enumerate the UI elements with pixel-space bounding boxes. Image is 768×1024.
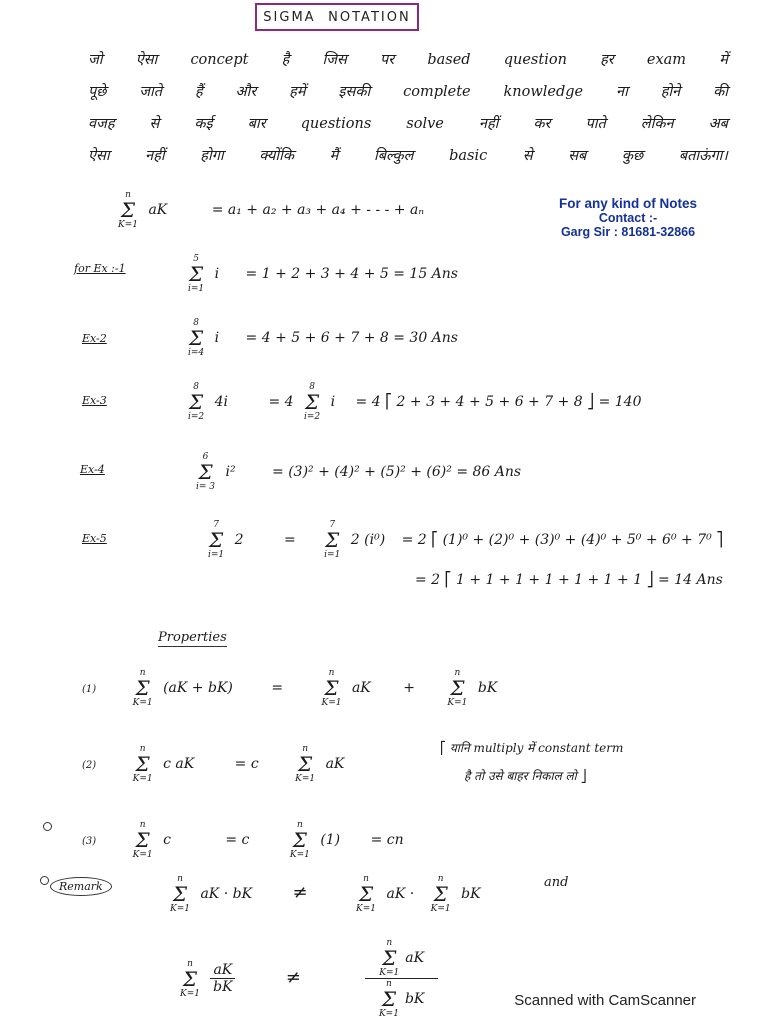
intro-word: की (713, 84, 728, 100)
intro-word: ऐसा (88, 148, 110, 164)
sigma-symbol: n Σ K=1 (132, 820, 153, 860)
sigma-symbol: 5 Σ i=1 (188, 254, 205, 294)
sigma-symbol: 7 Σ i=1 (324, 520, 341, 560)
intro-word: इसकी (338, 84, 371, 100)
intro-word: based (427, 52, 471, 68)
intro-word: अब (708, 116, 728, 132)
intro-word: ऐसा (135, 52, 158, 68)
intro-word: होगा (200, 148, 224, 164)
intro-word: हैं (194, 84, 203, 100)
intro-paragraph (88, 44, 728, 172)
title-word-sigma: SIGMA (263, 9, 316, 25)
sigma-symbol: n Σ K=1 (379, 938, 400, 978)
intro-word: हर (600, 52, 614, 68)
example-5: 7 Σ i=1 2 = 7 Σ i=1 2 (i⁰) = 2 ⎡ (1)⁰ + (2)⁰ + (3)⁰ + (4)⁰ + 5⁰ + 6⁰ + 7⁰ ⎤ (208, 520, 724, 560)
sigma-symbol: 8 Σ i=4 (188, 318, 205, 358)
definition-rhs: = a₁ + a₂ + a₃ + a₄ + - - - + aₙ (211, 202, 425, 218)
sigma-symbol: n Σ K=1 (295, 744, 316, 784)
property-3: (3) n Σ K=1 c = c n Σ K=1 (1) = cn (82, 820, 404, 860)
intro-word: नहीं (478, 116, 499, 132)
intro-word: concept (190, 52, 249, 68)
intro-word: होने (660, 84, 681, 100)
intro-word: questions (300, 116, 372, 132)
sigma-symbol: n Σ K=1 (430, 874, 451, 914)
title-word-notation: NOTATION (328, 9, 411, 25)
intro-line-4 (88, 140, 728, 172)
bullet-icon (40, 876, 49, 885)
intro-word: complete (403, 84, 471, 100)
intro-word: मैं (329, 148, 339, 164)
intro-word: पर (379, 52, 395, 68)
remark-2: n Σ K=1 $\frac{aK}{bK}$ ≠ n Σ K=1 aK n Σ K=1 bK (180, 938, 438, 1019)
properties-heading: Properties (158, 630, 227, 645)
intro-word: से (149, 116, 160, 132)
sigma-symbol: n Σ K=1 (289, 820, 310, 860)
intro-word: से (522, 148, 533, 164)
example-3: 8 Σ i=2 4i = 4 8 Σ i=2 i = 4 ⎡ 2 + 3 + 4 + 5 + 6 + 7 + 8 ⎦ = 140 (188, 382, 642, 422)
sigma-symbol: 8 Σ i=2 (304, 382, 321, 422)
intro-word: वजह (88, 116, 115, 132)
definition-term: aK (148, 202, 168, 218)
intro-word: बार (247, 116, 266, 132)
camscanner-watermark: Scanned with CamScanner (514, 992, 696, 1009)
example-4: 6 Σ i= 3 i² = (3)² + (4)² + (5)² + (6)² = 86 Ans (196, 452, 522, 492)
intro-word: कई (194, 116, 213, 132)
intro-word: कर (533, 116, 551, 132)
intro-word: बताऊंगा। (678, 148, 728, 164)
intro-word: basic (449, 148, 488, 164)
example-4-label: Ex-4 (80, 463, 105, 476)
remark-label: Remark (50, 877, 112, 896)
sigma-definition (118, 190, 424, 230)
intro-word: हमें (289, 84, 306, 100)
intro-word: जो (88, 52, 103, 68)
property-2-note: ⎡ यानि multiply में constant term है तो उसे बाहर निकाल लो ⎦ (440, 741, 624, 783)
sigma-symbol: n Σ K=1 (378, 979, 399, 1019)
intro-word: सब (568, 148, 587, 164)
example-5-continued: = 2 ⎡ 1 + 1 + 1 + 1 + 1 + 1 + 1 ⎦ = 14 Ans (415, 572, 723, 588)
example-1: 5 Σ i=1 i = 1 + 2 + 3 + 4 + 5 = 15 Ans (188, 254, 458, 294)
intro-word: है (281, 52, 290, 68)
intro-word: क्योंकि (259, 148, 295, 164)
intro-word: बिल्कुल (373, 148, 414, 164)
intro-word: जाते (139, 84, 163, 100)
remark-1: n Σ K=1 aK · bK ≠ n Σ K=1 aK · n Σ K=1 bK (170, 874, 481, 914)
contact-block (548, 196, 708, 239)
bullet-icon (43, 822, 52, 831)
contact-line-2: Contact :- (598, 211, 658, 225)
fraction-sum-ak-over-sum-bk: n Σ K=1 aK n Σ K=1 bK (365, 938, 438, 1019)
intro-word: पाते (585, 116, 606, 132)
intro-word: में (719, 52, 728, 68)
intro-word: exam (646, 52, 687, 68)
remark-and: and (544, 875, 569, 890)
property-2: (2) n Σ K=1 c aK = c n Σ K=1 aK (82, 744, 345, 784)
intro-word: knowledge (503, 84, 584, 100)
intro-word: question (503, 52, 567, 68)
sigma-symbol: n Σ K=1 (132, 668, 153, 708)
page-title (255, 3, 419, 31)
intro-word: ना (616, 84, 628, 100)
fraction-ak-bk: $\frac{aK}{bK}$ (210, 962, 235, 995)
example-3-label: Ex-3 (82, 394, 107, 407)
sigma-symbol: 7 Σ i=1 (208, 520, 225, 560)
intro-word: solve (406, 116, 444, 132)
example-1-label: for Ex :-1 (74, 262, 126, 275)
contact-phone: Garg Sir : 81681-32866 (560, 225, 696, 239)
intro-line-2 (88, 76, 728, 108)
sigma-symbol: n Σ K=1 (180, 958, 200, 999)
intro-line-3 (88, 108, 728, 140)
sigma-symbol: n Σ K=1 (132, 744, 153, 784)
sigma-symbol: n Σ K=1 (356, 874, 377, 914)
intro-line-1 (88, 44, 728, 76)
sigma-symbol: n Σ K=1 (118, 190, 138, 230)
intro-word: लेकिन (640, 116, 674, 132)
example-2-label: Ex-2 (82, 332, 107, 345)
sigma-symbol: n Σ K=1 (170, 874, 190, 914)
contact-line-1: For any kind of Notes (558, 196, 697, 211)
example-2: 8 Σ i=4 i = 4 + 5 + 6 + 7 + 8 = 30 Ans (188, 318, 458, 358)
example-5-label: Ex-5 (82, 532, 107, 545)
sigma-symbol: n Σ K=1 (321, 668, 342, 708)
intro-word: नहीं (145, 148, 165, 164)
sigma-symbol: 6 Σ i= 3 (196, 452, 216, 492)
intro-word: कुछ (621, 148, 644, 164)
intro-word: जिस (322, 52, 347, 68)
sigma-symbol: 8 Σ i=2 (188, 382, 205, 422)
property-1: (1) n Σ K=1 (aK + bK) = n Σ K=1 aK + n Σ K=1 bK (82, 668, 498, 708)
sigma-symbol: n Σ K=1 (447, 668, 468, 708)
intro-word: पूछे (88, 84, 107, 100)
intro-word: और (235, 84, 257, 100)
